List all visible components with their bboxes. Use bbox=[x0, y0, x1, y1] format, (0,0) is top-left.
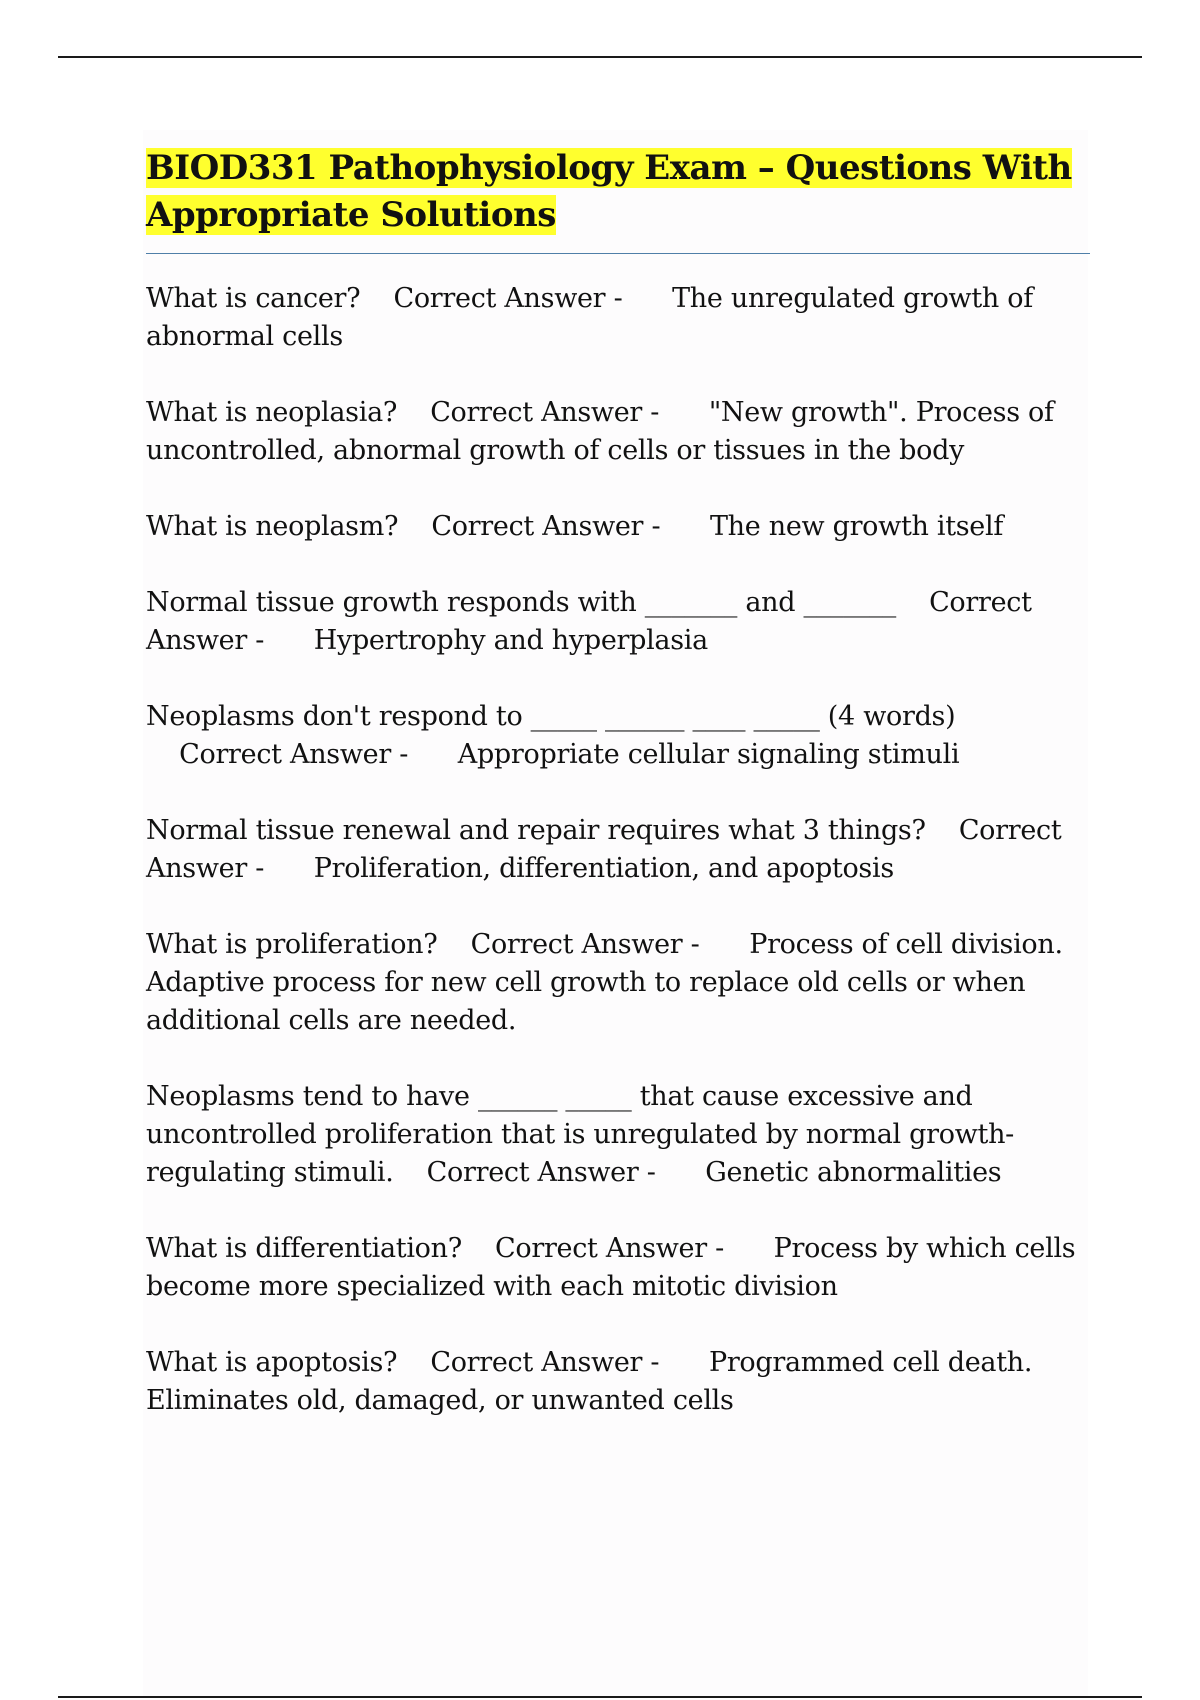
correct-answer-label: Correct Answer - bbox=[470, 929, 700, 960]
question-text: Normal tissue growth responds with _______ and _______ bbox=[146, 587, 896, 618]
qa-item bbox=[146, 508, 1090, 546]
qa-item bbox=[146, 698, 1090, 774]
qa-item bbox=[146, 394, 1090, 470]
title-highlight: BIOD331 Pathophysiology Exam – Questions With Appropriate Solutions bbox=[146, 148, 1072, 235]
question-text: What is differentiation? bbox=[146, 1233, 462, 1264]
question-text: What is neoplasm? bbox=[146, 511, 399, 542]
qa-item bbox=[146, 1078, 1090, 1192]
correct-answer-label: Correct Answer - bbox=[146, 815, 1062, 884]
title-block bbox=[146, 145, 1090, 254]
question-text: What is cancer? bbox=[146, 283, 361, 314]
question-text: What is apoptosis? bbox=[146, 1347, 398, 1378]
question-text: Neoplasms don't respond to _____ ______ ____ _____ (4 words) bbox=[146, 701, 956, 732]
top-rule bbox=[58, 56, 1142, 58]
answer-text: Process by which cells become more specialized with each mitotic division bbox=[146, 1233, 1076, 1302]
qa-item bbox=[146, 1230, 1090, 1306]
answer-text: Appropriate cellular signaling stimuli bbox=[457, 739, 960, 770]
page-title bbox=[146, 145, 1090, 239]
correct-answer-label: Correct Answer - bbox=[426, 1157, 656, 1188]
answer-text: Process of cell division. Adaptive process for new cell growth to replace old cells or when additional cells are needed. bbox=[146, 929, 1063, 1036]
qa-item bbox=[146, 812, 1090, 888]
question-text: Normal tissue renewal and repair requires what 3 things? bbox=[146, 815, 926, 846]
correct-answer-label: Correct Answer - bbox=[146, 587, 1032, 656]
answer-text: Genetic abnormalities bbox=[705, 1157, 1002, 1188]
answer-text: The unregulated growth of abnormal cells bbox=[146, 283, 1033, 352]
correct-answer-label: Correct Answer - bbox=[430, 397, 660, 428]
qa-item bbox=[146, 584, 1090, 660]
answer-text: Proliferation, differentiation, and apoptosis bbox=[313, 853, 894, 884]
qa-item bbox=[146, 280, 1090, 356]
correct-answer-label: Correct Answer - bbox=[430, 1347, 660, 1378]
answer-text: "New growth". Process of uncontrolled, abnormal growth of cells or tissues in the body bbox=[146, 397, 1054, 466]
answer-text: The new growth itself bbox=[709, 511, 1004, 542]
correct-answer-label: Correct Answer - bbox=[179, 739, 409, 770]
qa-item bbox=[146, 926, 1090, 1040]
qa-item bbox=[146, 1344, 1090, 1420]
correct-answer-label: Correct Answer - bbox=[495, 1233, 724, 1264]
answer-text: Hypertrophy and hyperplasia bbox=[313, 625, 708, 656]
correct-answer-label: Correct Answer - bbox=[431, 511, 661, 542]
qa-list bbox=[146, 280, 1090, 1458]
bottom-rule bbox=[58, 1696, 1142, 1698]
question-text: Neoplasms tend to have ______ _____ that cause excessive and uncontrolled proliferation that is unregulated by normal growth-regulating stimuli. bbox=[146, 1081, 1014, 1188]
answer-text: Programmed cell death. Eliminates old, damaged, or unwanted cells bbox=[146, 1347, 1033, 1416]
question-text: What is proliferation? bbox=[146, 929, 438, 960]
correct-answer-label: Correct Answer - bbox=[393, 283, 623, 314]
question-text: What is neoplasia? bbox=[146, 397, 398, 428]
